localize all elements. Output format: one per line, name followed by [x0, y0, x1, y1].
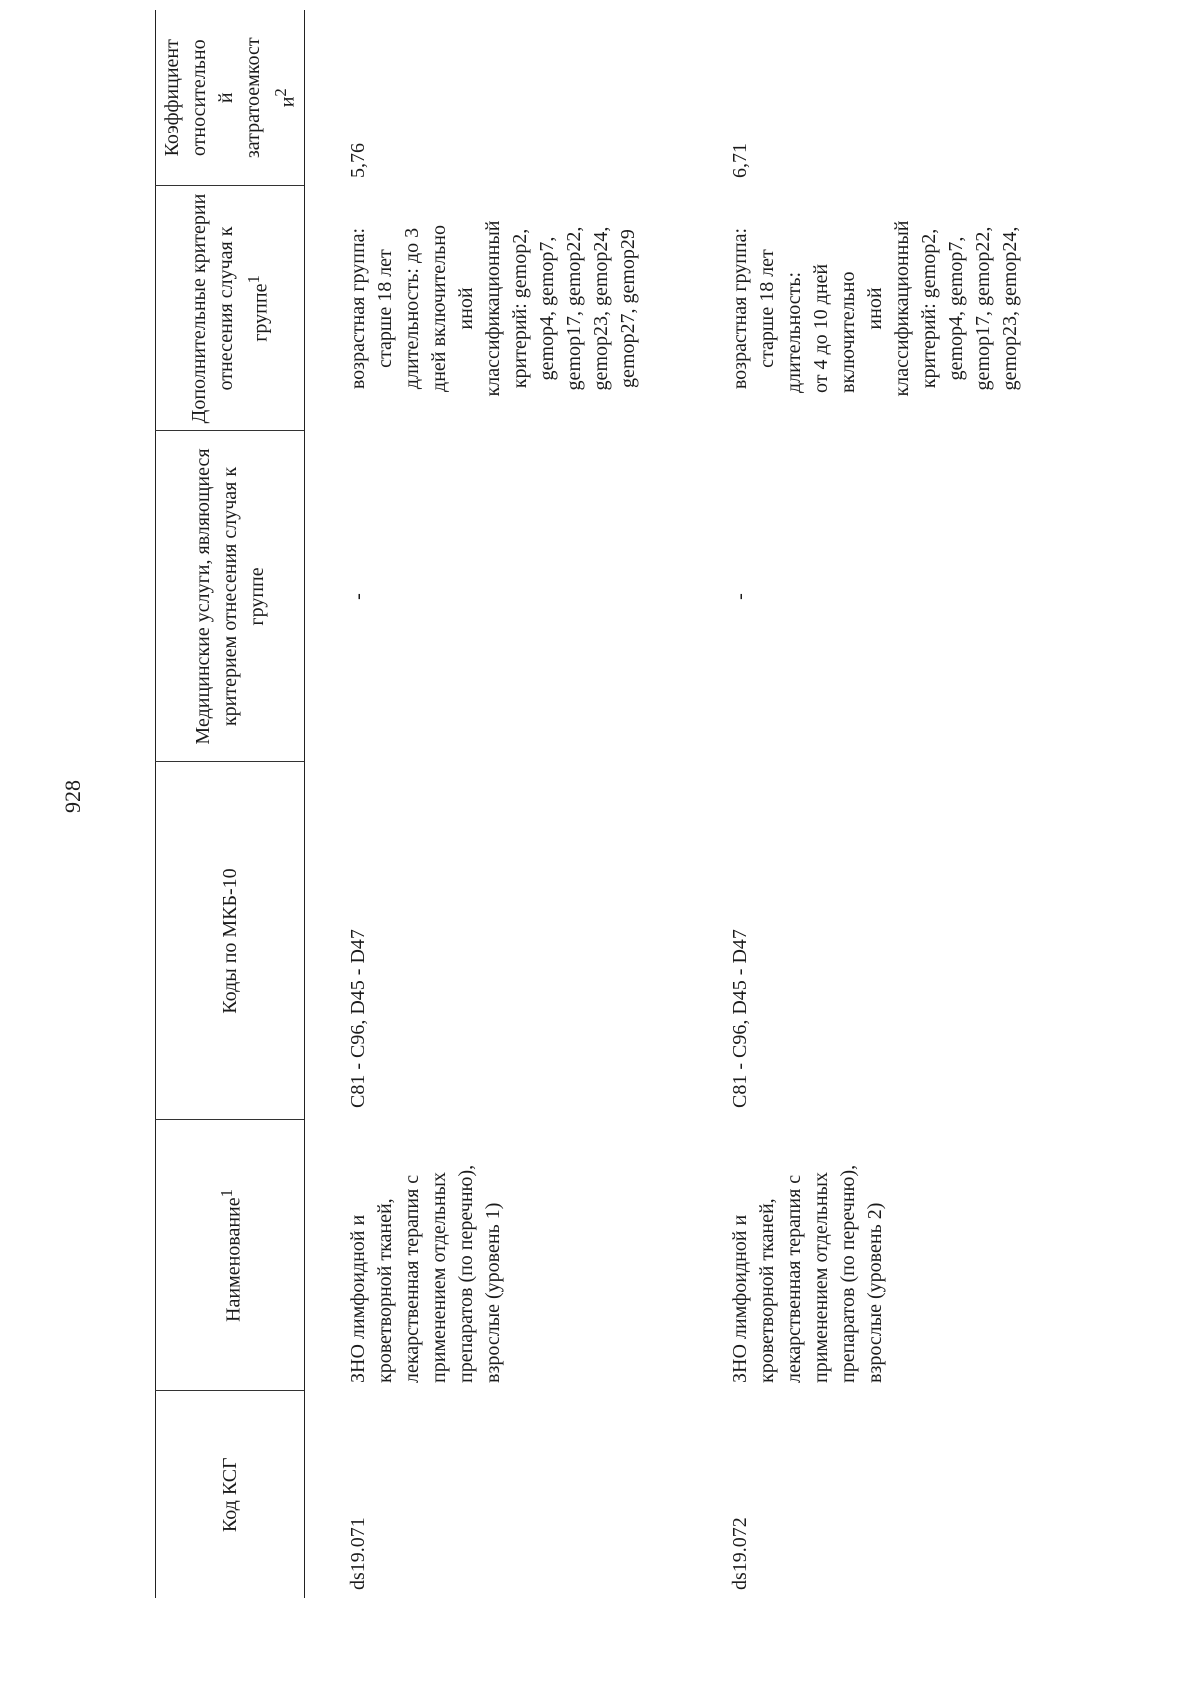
header-name: Наименование$^1$: [156, 1120, 305, 1391]
coefficient-value: 6,71: [729, 143, 751, 178]
icd-codes: C81 - C96, D45 - D47: [347, 929, 369, 1108]
table-header-row: [156, 10, 305, 1598]
criteria-line: иной: [455, 287, 477, 330]
criteria-line: gemop4, gemop7,: [536, 236, 558, 381]
medical-services: -: [729, 593, 751, 600]
icd-codes: C81 - C96, D45 - D47: [729, 929, 751, 1108]
criteria-line: gemop4, gemop7,: [945, 236, 967, 381]
criteria-line: gemop17, gemop22,: [563, 226, 585, 391]
header-icd: Коды по МКБ-10: [156, 762, 305, 1120]
header-services: Медицинские услуги, являющиеся критерием отнесения случая к группе: [156, 431, 305, 762]
criteria-line: возрастная группа:: [347, 227, 369, 390]
coefficient-value: 5,76: [347, 143, 369, 178]
criteria-line: gemop27, gemop29: [617, 229, 639, 388]
ksg-code: ds19.072: [729, 1517, 751, 1590]
additional-criteria: [675, 186, 1067, 431]
criteria-line: иной: [864, 287, 886, 330]
page-number: 928: [60, 780, 85, 813]
criteria-line: возрастная группа:: [729, 227, 751, 390]
ksg-table: [155, 10, 1067, 1598]
ksg-name: ЗНО лимфоидной и кроветворной тканей, лекарственная терапия с применением отдельных препаратов (по перечню), взрослые (уровень 1): [347, 1164, 504, 1383]
criteria-line: длительность:: [783, 271, 805, 393]
criteria-line: включительно: [837, 271, 859, 393]
criteria-line: дней включительно: [428, 225, 450, 392]
ksg-name: ЗНО лимфоидной и кроветворной тканей, лекарственная терапия с применением отдельных препаратов (по перечню), взрослые (уровень 2): [729, 1164, 886, 1383]
header-coefficient: Коэффициент относительно й затратоемкост $и^2$: [156, 10, 305, 186]
criteria-line: gemop23, gemop24,: [999, 226, 1021, 391]
criteria-line: gemop17, gemop22,: [972, 226, 994, 391]
footnote-mark: 1: [243, 275, 263, 284]
criteria-line: gemop23, gemop24,: [590, 226, 612, 391]
header-code: Код КСГ: [156, 1391, 305, 1598]
criteria-line: классификационный: [891, 220, 913, 397]
criteria-line: длительность: до 3: [401, 227, 423, 390]
medical-services: -: [347, 593, 369, 600]
criteria-line: старше 18 лет: [374, 249, 396, 368]
criteria-line: старше 18 лет: [756, 249, 778, 368]
footnote-mark: 2: [270, 88, 290, 97]
criteria-line: классификационный: [482, 220, 504, 397]
table-row: [305, 10, 676, 1598]
criteria-line: от 4 до 10 дней: [810, 263, 832, 393]
criteria-line: критерий: gemop2,: [509, 228, 531, 389]
header-criteria: Дополнительные критерии отнесения случая к группе$^1$: [156, 186, 305, 431]
footnote-mark: 1: [216, 1189, 236, 1198]
additional-criteria: [305, 186, 676, 431]
criteria-line: критерий: gemop2,: [918, 228, 940, 389]
table-row: [675, 10, 1067, 1598]
ksg-code: ds19.071: [347, 1517, 369, 1590]
